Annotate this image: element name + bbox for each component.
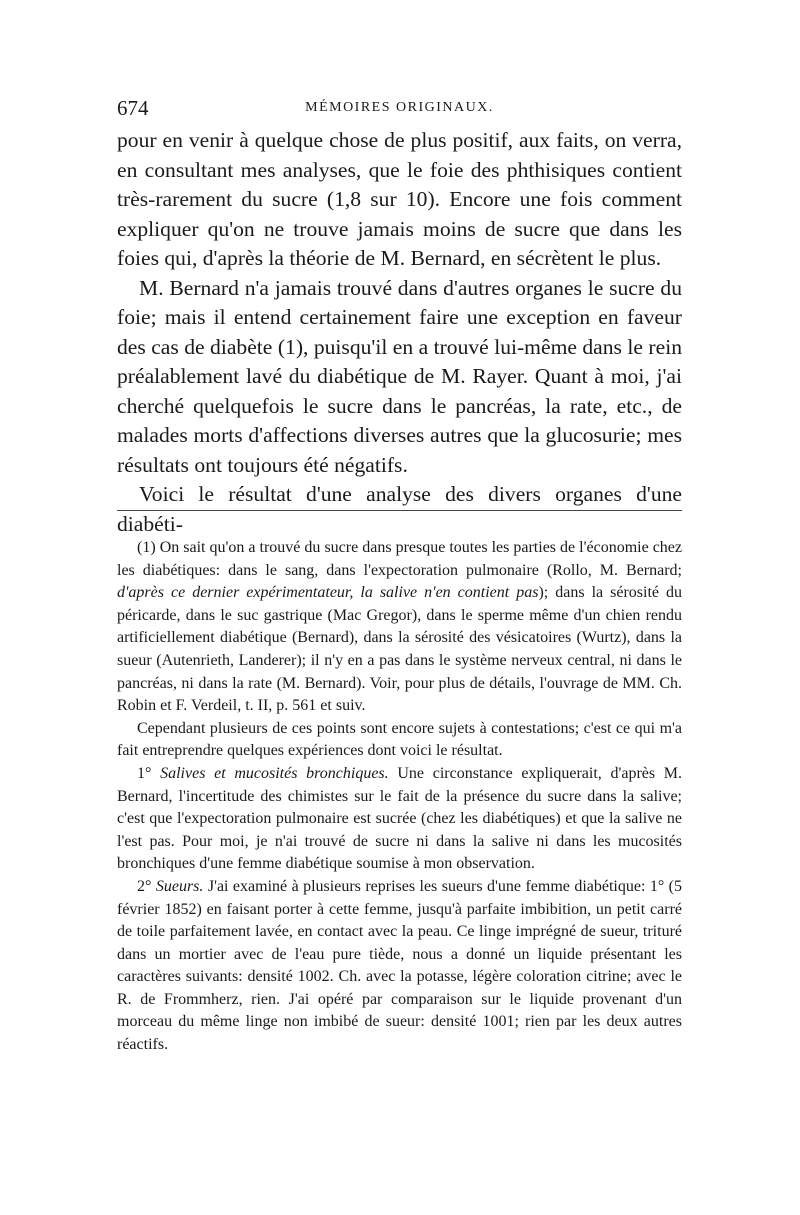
main-text [117, 126, 682, 539]
page-number: 674 [117, 96, 149, 120]
footnote-paragraph-4 [117, 876, 682, 1057]
footnote-4-text: J'ai examiné à plusieurs reprises les sueurs d'une femme diabétique: 1° (5 février 1852) en faisant porter à cette femme, jusqu'à parfaite imbibition, un petit carré de toile parfaitement lavée, en contact avec la peau. Ce linge imprégné de sueur, trituré dans un mortier avec de l'eau pure tiède, nous a donné un liquide présentant les caractères suivants: densité 1002. Ch. avec la potasse, légère coloration citrine; avec le R. de Frommherz, rien. J'ai opéré par comparaison sur le liquide provenant d'un morceau du même linge non imbibé de sueur: densité 1001; rien par les deux autres réactifs. [117, 877, 683, 1054]
footnote-3-text: Une circonstance expliquerait, d'après M. Bernard, l'incertitude des chimistes sur le fait de la présence du sucre dans la salive; c'est que l'expectoration pulmonaire est sucrée (chez les diabétiques) et que la salive ne l'est pas. Pour moi, je n'ai trouvé de sucre ni dans la salive ni dans les mucosités bronchiques d'une femme diabétique soumise à mon observation. [117, 764, 683, 873]
footnote-paragraph-2: Cependant plusieurs de ces points sont encore sujets à contestations; c'est ce qui m'a fait entreprendre quelques expériences dont voici le résultat. [117, 719, 682, 760]
footnote-4-number: 2° [137, 877, 152, 895]
page-header [117, 96, 682, 126]
footnote-4-heading: Sueurs. [155, 877, 204, 895]
footnote-1-text-a: On sait qu'on a trouvé du sucre dans presque toutes les parties de l'économie chez les diabétiques: dans le sang, dans l'expectoration pulmonaire (Rollo, M. Bernard; [117, 539, 683, 579]
footnote-1-text-b: ); dans la sérosité du péricarde, dans le suc gastrique (Mac Gregor), dans le sperme même d'un chien rendu artificiellement diabétique (Bernard), dans la sérosité des vésicatoires (Wurtz), dans la sueur (Autenrieth, Landerer); il n'y en a pas dans le système nerveux central, ni dans le pancréas, ni dans la rate (M. Bernard). Voir, pour plus de détails, l'ouvrage de MM. Ch. Robin et F. Verdeil, t. II, p. 561 et suiv. [117, 584, 682, 715]
running-title: MÉMOIRES ORIGINAUX. [305, 100, 494, 115]
footnote-paragraph-3 [117, 763, 682, 876]
footnote-3-number: 1° [137, 764, 152, 782]
body-paragraph-3: Voici le résultat d'une analyse des divers organes d'une diabéti- [117, 482, 682, 536]
body-paragraph-2: M. Bernard n'a jamais trouvé dans d'autres organes le sucre du foie; mais il entend certainement faire une exception en faveur des cas de diabète (1), puisqu'il en a trouvé lui-même dans le rein préalablement lavé du diabétique de M. Rayer. Quant à moi, j'ai cherché quelquefois le sucre dans le pancréas, la rate, etc., de malades morts d'affections diverses autres que la glucosurie; mes résultats ont toujours été négatifs. [117, 275, 682, 477]
footnote-3-heading: Salives et mucosités bronchiques. [160, 764, 389, 782]
footnote-marker: (1) [137, 539, 156, 556]
footnote-1-italic: d'après ce dernier expérimentateur, la salive n'en contient pas [117, 584, 539, 602]
footnote-1 [117, 537, 682, 718]
footnotes [117, 537, 682, 1057]
body-paragraph-1: pour en venir à quelque chose de plus positif, aux faits, on verra, en consultant mes analyses, que le foie des phthisiques contient très-rarement du sucre (1,8 sur 10). Encore une fois comment expliquer qu'on ne trouve jamais moins de sucre que dans les foies qui, d'après la théorie de M. Bernard, en sécrètent le plus. [117, 128, 682, 270]
footnote-divider [117, 510, 682, 511]
